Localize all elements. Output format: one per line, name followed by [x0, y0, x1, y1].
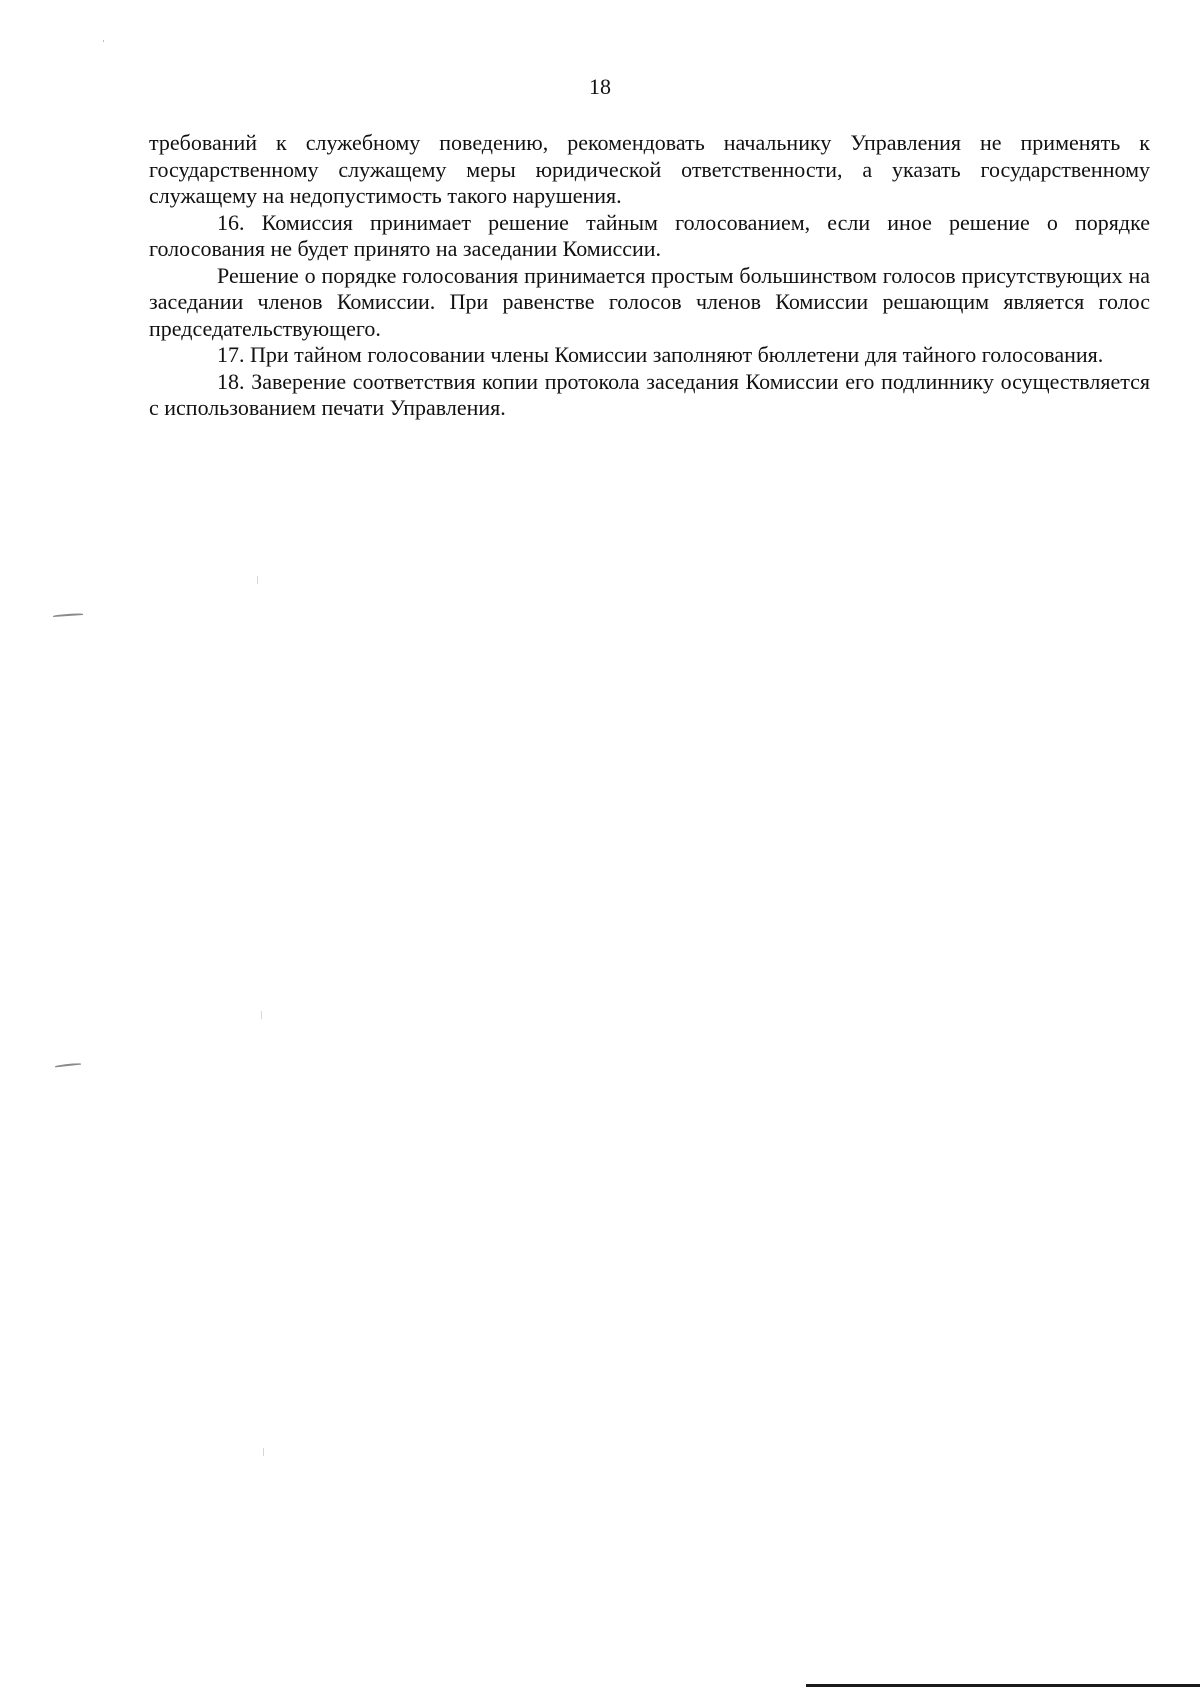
page-number: 18: [589, 74, 611, 99]
binding-hole-mark-upper: [53, 613, 83, 617]
paragraph-17: 17. При тайном голосовании члены Комиссии заполняют бюллетени для тайного голосования.: [217, 342, 1104, 367]
paragraph-16: 16. Комиссия принимает решение тайным голосованием, если иное решение о порядке голосования не будет принято на заседании Комиссии.: [149, 209, 1150, 261]
paragraph-16-voting-procedure: Решение о порядке голосования принимается простым большинством голосов присутствующих на заседании членов Комиссии. При равенстве голосов членов Комиссии решающим является голос председательствующего.: [149, 262, 1150, 341]
scan-speck: [257, 576, 258, 584]
paragraph-18: 18. Заверение соответствия копии протокола заседания Комиссии его подлиннику осуществляется с использованием печати Управления.: [149, 368, 1150, 420]
footer-rule: [806, 1684, 1200, 1687]
scan-artifact-top: [103, 40, 104, 42]
scan-speck: [261, 1011, 262, 1019]
binding-hole-mark-lower: [55, 1063, 81, 1068]
document-body: [149, 130, 1150, 422]
paragraph-continuation: требований к служебному поведению, рекомендовать начальнику Управления не применять к государственному служащему меры юридической ответственности, а указать государственному служащему на недопустимость такого нарушения.: [149, 130, 1150, 208]
scan-speck: [263, 1448, 264, 1456]
